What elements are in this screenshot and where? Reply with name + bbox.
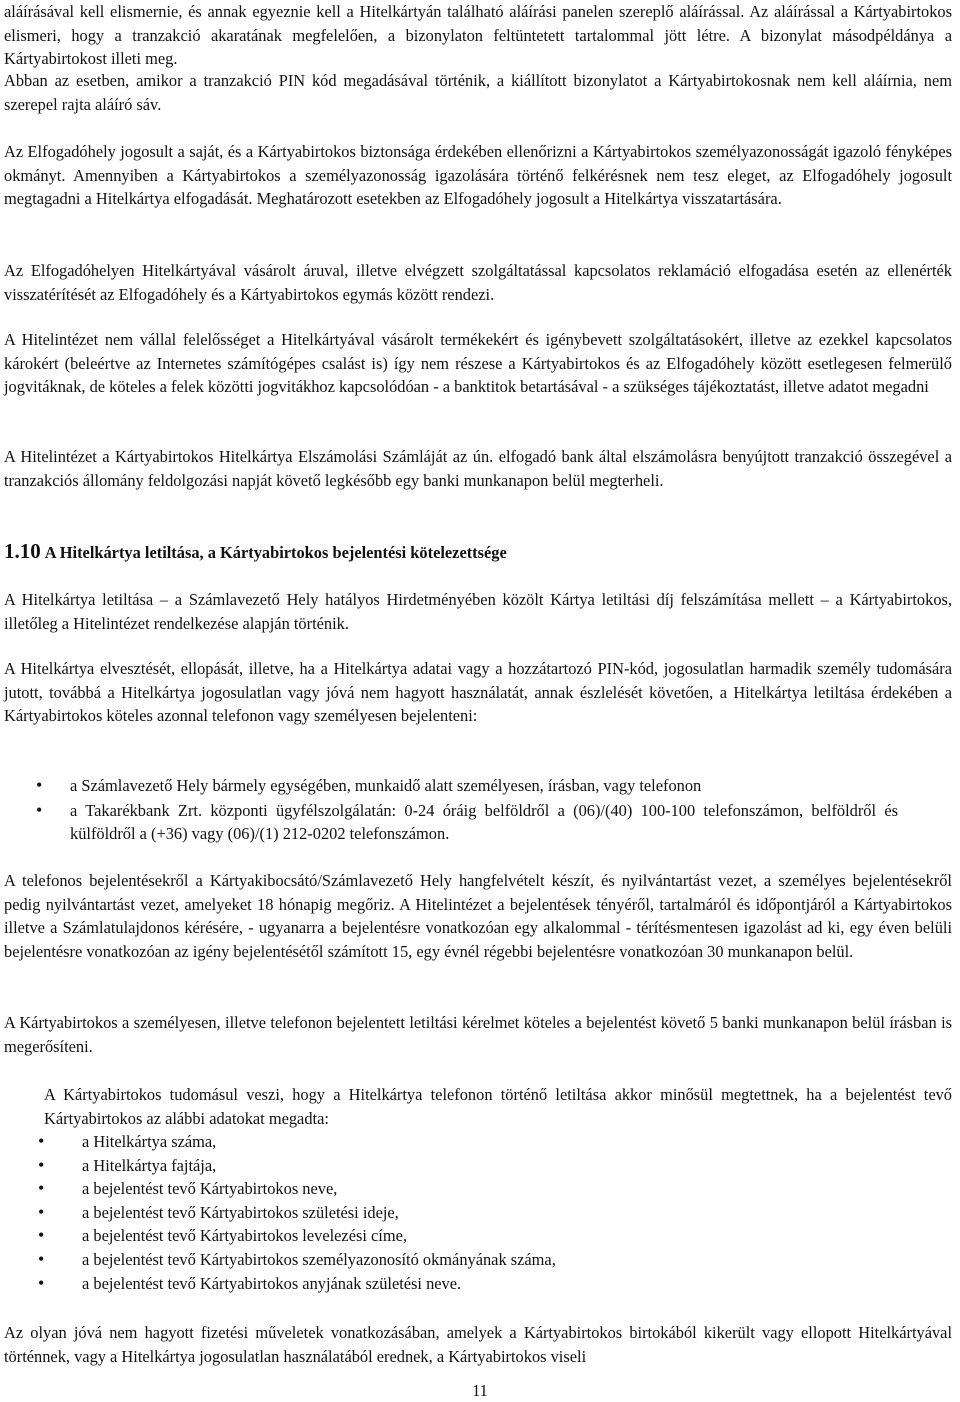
paragraph-identity-check: Az Elfogadóhely jogosult a saját, és a Kártyabirtokos biztonsága érdekében ellenőrizni a Kártyabirtokos személyazonosságát igazoló fényképes okmányt. Amennyiben a Kártyabirtokos a személyazonosság igazolására történő felkérésnek nem tesz eleget, az Elfogadóhely jogosult megtagadni a Hitelkártya elfogadását. Meghatározott esetekben az Elfogadóhely jogosult a Hitelkártya visszatartására.	[4, 142, 952, 209]
paragraph-pin-code: Abban az esetben, amikor a tranzakció PIN kód megadásával történik, a kiállított bizonylatot a Kártyabirtokosnak nem kell aláírnia, nem szerepel rajta aláíró sáv.	[4, 71, 952, 114]
page-number: 11	[472, 1381, 488, 1400]
list-item: • a bejelentést tevő Kártyabirtokos neve,	[82, 1177, 942, 1201]
paragraph-recordings: A telefonos bejelentésekről a Kártyakibocsátó/Számlavezető Hely hangfelvételt készít, és nyilvántartást vezet, a személyes bejelentésekről pedig nyilvántartást vezet, amelyeket 18 hónapig megőriz. A Hitelintézet a bejelentések tényéről, tartalmáról és időpontjáról a Kártyabirtokos illetve a Számlatulajdonos kérésére, - ugyanarra a bejelentésre vonatkozóan egy alkalommal - térítésmentesen igazolást ad ki, egy éven belüli bejelentésre vonatkozóan az igény bejelentésétől számított 15, egy évnél régebbi bejelentésre vonatkozóan 30 munkanapon belül.	[4, 871, 952, 961]
paragraph-settlement: A Hitelintézet a Kártyabirtokos Hitelkártya Elszámolási Számláját az ún. elfogadó bank által elszámolásra benyújtott tranzakció összegével a tranzakciós állomány feldolgozási napját követő legkésőbb egy banki munkanapon belül megterheli.	[4, 447, 952, 490]
section-title: A Hitelkártya letiltása, a Kártyabirtokos bejelentési kötelezettsége	[44, 543, 507, 562]
list-item: • a bejelentést tevő Kártyabirtokos levelezési címe,	[82, 1224, 942, 1248]
paragraph-telephone-blocking: A Kártyabirtokos tudomásul veszi, hogy a Hitelkártya telefonon történő letiltása akkor minősül megtettnek, ha a bejelentést tevő Kártyabirtokos az alábbi adatokat megadta:	[44, 1085, 952, 1128]
paragraph-loss-theft: A Hitelkártya elvesztését, ellopását, illetve, ha a Hitelkártya adatai vagy a hozzátartozó PIN-kód, jogosulatlan harmadik személy tudomására jutott, továbbá a Hitelkártya jogosulatlan vagy jóvá nem hagyott használatát, annak észlelését követően, a Hitelkártya letiltása érdekében a Kártyabirtokos köteles azonnal telefonon vagy személyesen bejelenteni:	[4, 659, 952, 726]
list-item: • a Hitelkártya száma,	[82, 1130, 942, 1154]
list-item: • a Hitelkártya fajtája,	[82, 1154, 942, 1178]
list-item: • a bejelentést tevő Kártyabirtokos anyjának születési neve.	[82, 1272, 942, 1296]
paragraph-liability: A Hitelintézet nem vállal felelősséget a Hitelkártyával vásárolt termékekért és igénybevett szolgáltatásokért, illetve az ezekkel kapcsolatos károkért (beleértve az Internetes számítógépes csalást is) így nem részese a Kártyabirtokos és az Elfogadóhely között esetlegesen felmerülő jogvitáknak, de köteles a felek közötti jogvitákhoz kapcsolódóan - a banktitok betartásával - a szükséges tájékoztatást, illetve adatot megadni	[4, 330, 952, 397]
list-item: • a Számlavezető Hely bármely egységében, munkaidő alatt személyesen, írásban, vagy telefonon	[70, 774, 898, 798]
paragraph-complaints: Az Elfogadóhelyen Hitelkártyával vásárolt áruval, illetve elvégzett szolgáltatással kapcsolatos reklamáció elfogadása esetén az ellenérték visszatérítését az Elfogadóhely és a Kártyabirtokos egymás között rendezi.	[4, 261, 952, 304]
section-number: 1.10	[4, 539, 41, 563]
required-data-list	[82, 1130, 942, 1295]
list-item: • a bejelentést tevő Kártyabirtokos személyazonosító okmányának száma,	[82, 1248, 942, 1272]
paragraph-written-confirmation: A Kártyabirtokos a személyesen, illetve telefonon bejelentett letiltási kérelmet köteles a bejelentést követő 5 banki munkanapon belül írásban is megerősíteni.	[4, 1013, 952, 1056]
report-channels-list	[70, 774, 898, 847]
list-item: • a Takarékbank Zrt. központi ügyfélszolgálatán: 0-24 óráig belföldről a (06)/(40) 100-100 telefonszámon, belföldről és külföldről a (+36) vagy (06)/(1) 212-0202 telefonszámon.	[70, 799, 898, 846]
list-item: • a bejelentést tevő Kártyabirtokos születési ideje,	[82, 1201, 942, 1225]
paragraph-card-blocking: A Hitelkártya letiltása – a Számlavezető Hely hatályos Hirdetményében közölt Kártya letiltási díj felszámítása mellett – a Kártyabirtokos, illetőleg a Hitelintézet rendelkezése alapján történik.	[4, 590, 952, 633]
paragraph-signature: aláírásával kell elismernie, és annak egyeznie kell a Hitelkártyán található aláírási panelen szereplő aláírással. Az aláírással a Kártyabirtokos elismeri, hogy a tranzakció akaratának megfelelően, a bizonylaton feltüntetett tartalommal jött létre. A bizonylat másodpéldánya a Kártyabirtokost illeti meg.	[4, 2, 952, 69]
section-heading	[4, 539, 952, 564]
paragraph-unauthorized-payments: Az olyan jóvá nem hagyott fizetési műveletek vonatkozásában, amelyek a Kártyabirtokos birtokából kikerült vagy ellopott Hitelkártyával történnek, vagy a Hitelkártya jogosulatlan használatából erednek, a Kártyabirtokos viseli	[4, 1323, 952, 1366]
